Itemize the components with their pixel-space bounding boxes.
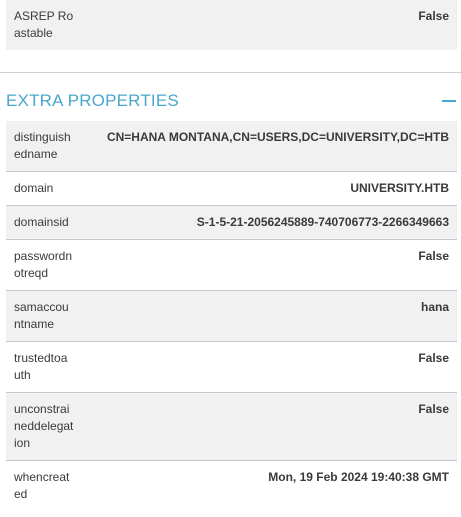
properties-table-top xyxy=(6,0,457,50)
table-row xyxy=(6,240,457,291)
property-key: domainsid xyxy=(14,215,69,229)
property-value: Mon, 19 Feb 2024 19:40:38 GMT xyxy=(268,470,449,484)
table-row xyxy=(6,121,457,172)
property-key: domain xyxy=(14,181,54,195)
section-title: EXTRA PROPERTIES xyxy=(6,91,179,110)
minus-collapse-icon[interactable] xyxy=(442,100,456,102)
table-row xyxy=(6,342,457,393)
property-value: False xyxy=(418,249,449,263)
property-key: ASREP Roastable xyxy=(14,9,74,40)
table-row xyxy=(6,393,457,461)
property-value: False xyxy=(418,402,449,416)
extra-properties-header[interactable] xyxy=(6,88,456,116)
property-key: samaccountname xyxy=(14,300,69,331)
table-row xyxy=(6,172,457,206)
property-key: unconstraineddelegation xyxy=(14,402,74,450)
property-key: distinguishedname xyxy=(14,130,71,161)
table-row xyxy=(6,0,457,50)
section-divider xyxy=(0,72,461,73)
table-row xyxy=(6,461,457,517)
extra-properties-table xyxy=(6,121,457,517)
property-value: False xyxy=(418,9,449,23)
property-value: UNIVERSITY.HTB xyxy=(350,181,449,195)
property-key: passwordnotreqd xyxy=(14,249,73,280)
property-key: trustedtoauth xyxy=(14,351,68,382)
table-row xyxy=(6,206,457,240)
property-value: CN=HANA MONTANA,CN=USERS,DC=UNIVERSITY,DC=HTB xyxy=(106,130,449,144)
property-value: False xyxy=(418,351,449,365)
property-value: hana xyxy=(420,300,449,314)
table-row xyxy=(6,291,457,342)
property-value: S-1-5-21-2056245889-740706773-2266349663 xyxy=(196,215,449,229)
property-key: whencreated xyxy=(14,470,70,501)
